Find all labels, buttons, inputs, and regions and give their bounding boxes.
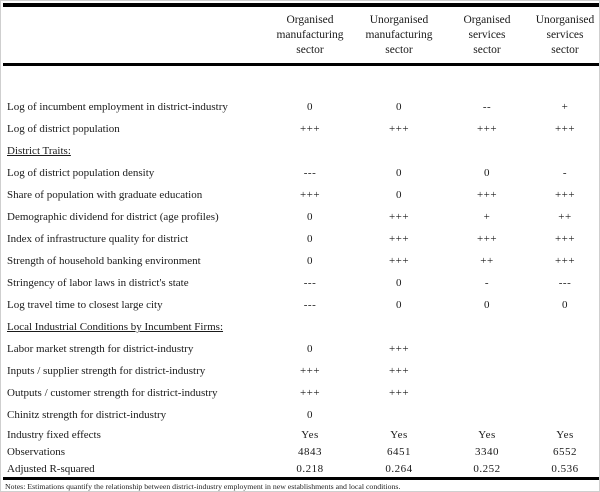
cell-value: 0 [396, 299, 402, 311]
cell-value: 6451 [387, 445, 411, 458]
cell-value: Yes [478, 428, 496, 441]
table-header [3, 5, 599, 65]
cell-value: 4843 [298, 445, 322, 458]
cell-value [443, 360, 531, 382]
cell-value: +++ [388, 343, 410, 355]
row-label: Log of district population [7, 123, 120, 135]
row-label: Stringency of labor laws in district's state [7, 277, 189, 289]
cell-value [531, 338, 599, 360]
cell-value [355, 404, 443, 426]
cell-value: 0.252 [473, 462, 501, 475]
column-header-line: services [546, 29, 584, 41]
cell-value: --- [558, 277, 572, 289]
cell-value: 0.264 [385, 462, 413, 475]
table-row [3, 184, 599, 206]
cell-value: 0 [307, 409, 313, 421]
cell-value: +++ [299, 387, 321, 399]
cell-value: +++ [388, 123, 410, 135]
cell-value [531, 360, 599, 382]
column-header-line: manufacturing [365, 29, 433, 41]
cell-value: +++ [299, 123, 321, 135]
cell-value: 0 [484, 299, 490, 311]
cell-value [265, 316, 355, 338]
cell-value: +++ [554, 123, 576, 135]
cell-value: +++ [476, 123, 498, 135]
cell-value: 0 [396, 277, 402, 289]
table-row [3, 250, 599, 272]
section-row [3, 316, 599, 338]
table-notes: Notes: Estimations quantify the relationship between district-industry employment in new establishments and local conditions. [5, 482, 401, 491]
header-row [3, 5, 599, 65]
cell-value: 0 [307, 211, 313, 223]
cell-value [443, 382, 531, 404]
cell-value [531, 140, 599, 162]
cell-value: 0 [396, 167, 402, 179]
column-header-line: sector [551, 44, 579, 56]
section-row [3, 140, 599, 162]
table-row [3, 426, 599, 443]
cell-value [355, 316, 443, 338]
table-row [3, 338, 599, 360]
cell-value: 0 [396, 189, 402, 201]
column-header-line: manufacturing [276, 29, 344, 41]
row-label: Index of infrastructure quality for district [7, 233, 189, 245]
row-label: Outputs / customer strength for district-industry [7, 387, 218, 399]
row-label: Demographic dividend for district (age profiles) [7, 211, 219, 223]
table-row [3, 360, 599, 382]
cell-value: + [561, 101, 569, 113]
section-label: District Traits: [7, 145, 71, 157]
cell-value: +++ [388, 387, 410, 399]
column-header-1 [355, 5, 443, 65]
cell-value: --- [303, 167, 317, 179]
cell-value: 3340 [475, 445, 499, 458]
cell-value: +++ [299, 189, 321, 201]
row-label: Log travel time to closest large city [7, 299, 163, 311]
header-empty-cell [3, 5, 265, 65]
cell-value: 6552 [553, 445, 577, 458]
cell-value: +++ [388, 211, 410, 223]
cell-value: --- [303, 277, 317, 289]
cell-value: +++ [476, 189, 498, 201]
regression-table-wrap [3, 3, 597, 492]
cell-value: -- [482, 101, 492, 113]
table-row [3, 272, 599, 294]
cell-value: +++ [554, 255, 576, 267]
cell-value: +++ [388, 233, 410, 245]
cell-value: - [484, 277, 490, 289]
cell-value [443, 316, 531, 338]
column-header-line: sector [385, 44, 413, 56]
section-label: Local Industrial Conditions by Incumbent Firms: [7, 321, 224, 333]
column-header-line: Unorganised [369, 14, 429, 26]
cell-value: 0 [484, 167, 490, 179]
cell-value: - [562, 167, 568, 179]
column-header-line: services [468, 29, 506, 41]
table-row [3, 228, 599, 250]
regression-results-table [3, 3, 599, 480]
cell-value: + [483, 211, 491, 223]
cell-value: 0 [307, 343, 313, 355]
column-header-line: Unorganised [535, 14, 595, 26]
cell-value: +++ [299, 365, 321, 377]
cell-value: ++ [480, 255, 494, 267]
cell-value: --- [303, 299, 317, 311]
cell-value: 0 [396, 101, 402, 113]
row-label: Observations [7, 445, 66, 458]
cell-value [443, 338, 531, 360]
row-label: Inputs / supplier strength for district-industry [7, 365, 206, 377]
cell-value: +++ [554, 189, 576, 201]
row-label: Share of population with graduate education [7, 189, 203, 201]
row-label: Industry fixed effects [7, 428, 101, 441]
cell-value: +++ [388, 255, 410, 267]
table-row [3, 443, 599, 460]
cell-value [531, 316, 599, 338]
table-row [3, 65, 599, 119]
table-row [3, 162, 599, 184]
cell-value: 0.218 [296, 462, 324, 475]
column-header-2 [443, 5, 531, 65]
cell-value: 0 [307, 101, 313, 113]
table-row [3, 118, 599, 140]
row-label: Labor market strength for district-industry [7, 343, 194, 355]
cell-value: Yes [390, 428, 408, 441]
cell-value: 0.536 [551, 462, 579, 475]
row-label: Chinitz strength for district-industry [7, 409, 167, 421]
column-header-line: sector [473, 44, 501, 56]
table-body [3, 65, 599, 479]
row-label: Strength of household banking environment [7, 255, 201, 267]
column-header-line: sector [296, 44, 324, 56]
cell-value: +++ [476, 233, 498, 245]
cell-value [355, 140, 443, 162]
cell-value [531, 404, 599, 426]
row-label: Log of district population density [7, 167, 155, 179]
cell-value [443, 140, 531, 162]
column-header-0 [265, 5, 355, 65]
table-row [3, 382, 599, 404]
cell-value: 0 [307, 233, 313, 245]
cell-value: 0 [307, 255, 313, 267]
table-row [3, 294, 599, 316]
cell-value: Yes [556, 428, 574, 441]
table-row [3, 460, 599, 479]
cell-value: ++ [558, 211, 572, 223]
column-header-line: Organised [463, 14, 511, 26]
table-row [3, 206, 599, 228]
cell-value [265, 140, 355, 162]
cell-value [443, 404, 531, 426]
cell-value: +++ [554, 233, 576, 245]
row-label: Adjusted R-squared [7, 462, 95, 475]
column-header-line: Organised [286, 14, 334, 26]
row-label: Log of incumbent employment in district-industry [7, 101, 228, 113]
cell-value: Yes [301, 428, 319, 441]
cell-value: 0 [562, 299, 568, 311]
column-header-3 [531, 5, 599, 65]
cell-value [531, 382, 599, 404]
table-row [3, 404, 599, 426]
cell-value: +++ [388, 365, 410, 377]
